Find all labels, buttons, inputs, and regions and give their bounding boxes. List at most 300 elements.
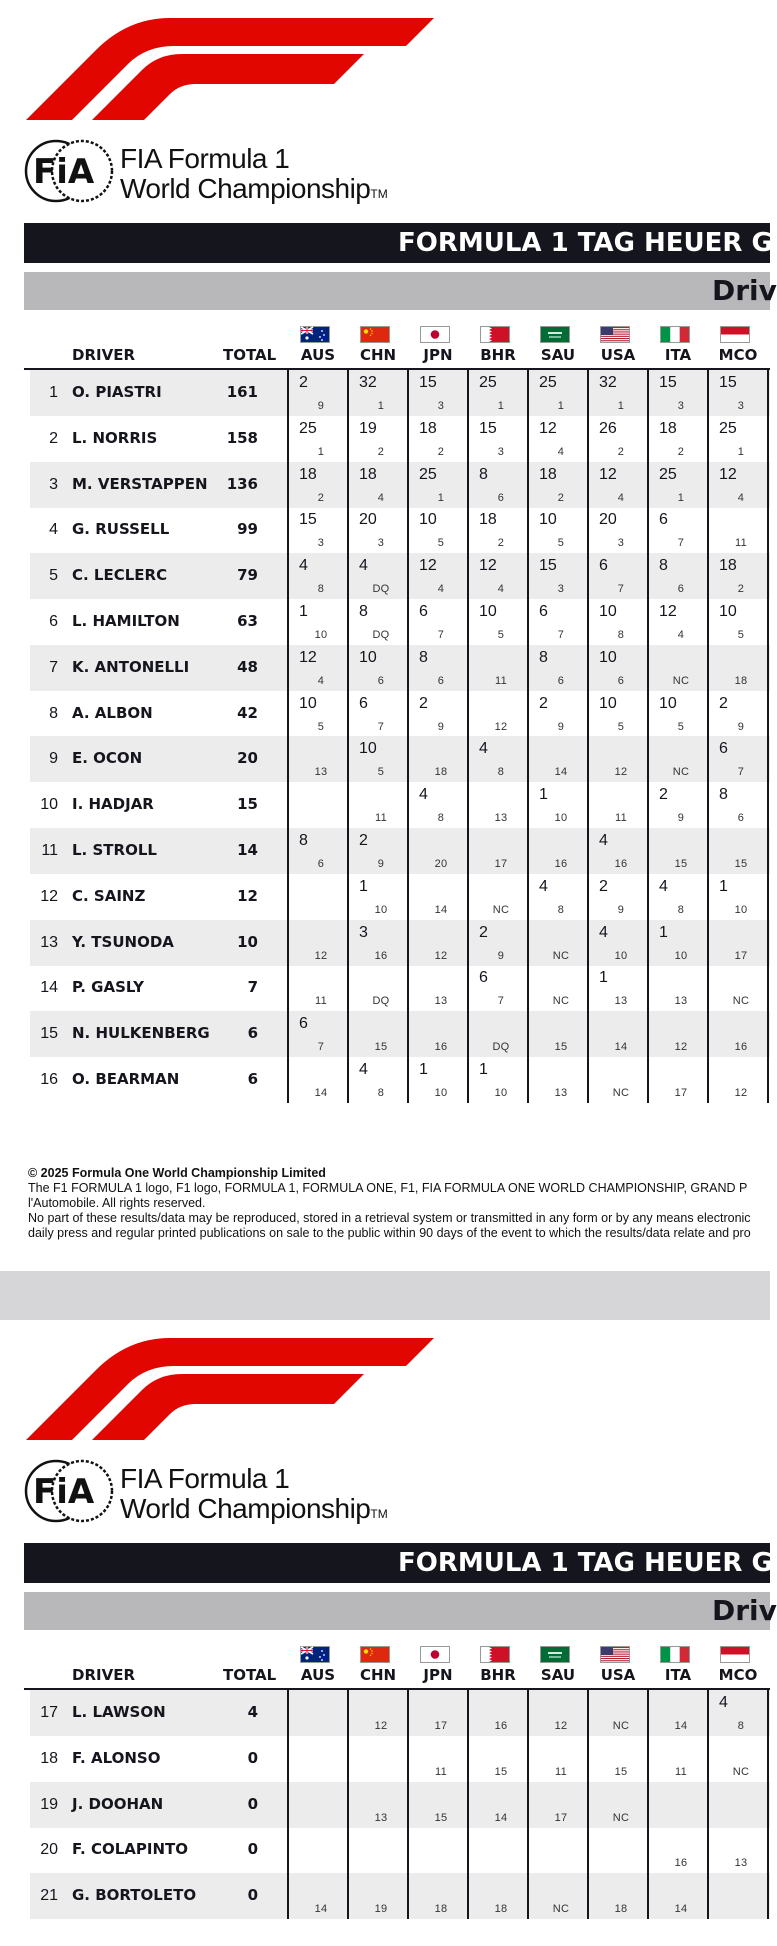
copyright-notice — [28, 1166, 770, 1241]
finish-position: 8 — [497, 766, 505, 779]
race-result-cell — [291, 1873, 351, 1919]
standings-row — [30, 782, 770, 828]
race-result-cell — [411, 782, 471, 828]
copyright-line-2: The F1 FORMULA 1 logo, F1 logo, FORMULA 1, FORMULA ONE, F1, FIA FORMULA ONE WORLD CHAMPIONSHIP, GRAND P — [28, 1181, 748, 1195]
race-result-cell — [591, 874, 651, 920]
finish-position: 12 — [314, 949, 328, 962]
finish-position: 19 — [374, 1903, 388, 1916]
driver-name: M. VERSTAPPEN — [72, 474, 208, 493]
race-points: 12 — [719, 465, 737, 483]
race-points: 26 — [599, 419, 617, 437]
trademark-mark: TM — [370, 187, 388, 201]
race-result-cell — [531, 416, 591, 462]
race-result-cell — [411, 553, 471, 599]
finish-position: 1 — [617, 400, 625, 412]
finish-position: 17 — [494, 858, 508, 870]
race-points: 10 — [359, 648, 377, 666]
race-result-cell — [471, 507, 531, 553]
position: 1 — [49, 384, 58, 401]
race-points: 1 — [599, 969, 608, 987]
finish-position: 16 — [554, 858, 568, 870]
race-result-cell — [591, 1736, 651, 1782]
race-result-cell — [531, 1782, 591, 1828]
fia-championship-text — [120, 144, 388, 209]
race-result-cell — [351, 416, 411, 462]
race-points: 8 — [419, 648, 428, 666]
finish-position: 15 — [494, 1765, 508, 1778]
race-points: 2 — [419, 694, 428, 712]
finish-position: NC — [672, 674, 690, 687]
column-divider — [767, 370, 769, 1103]
finish-position: 10 — [374, 903, 388, 916]
driver-name: C. LECLERC — [72, 566, 168, 585]
race-result-cell — [291, 645, 351, 691]
race-result-cell — [411, 1782, 471, 1828]
race-points: 4 — [419, 786, 428, 804]
finish-position: 18 — [434, 1903, 448, 1916]
race-result-cell — [291, 828, 351, 874]
finish-position: NC — [672, 766, 690, 779]
race-column-header: CHN — [359, 346, 397, 364]
race-points: 2 — [299, 374, 308, 391]
race-result-cell — [411, 1736, 471, 1782]
race-column-header: MCO — [718, 1666, 758, 1684]
race-result-cell — [591, 553, 651, 599]
finish-position: 4 — [377, 491, 385, 504]
finish-position: 13 — [494, 812, 508, 825]
race-points: 8 — [299, 832, 308, 849]
race-result-cell — [291, 1057, 351, 1103]
race-points: 2 — [599, 877, 608, 895]
standings-row — [30, 1690, 770, 1736]
race-points: 4 — [539, 877, 548, 895]
race-result-cell — [291, 691, 351, 737]
finish-position: 18 — [614, 1903, 628, 1916]
bahrain-flag-icon — [480, 1646, 510, 1663]
race-result-cell — [471, 1690, 531, 1736]
finish-position: 5 — [437, 537, 445, 550]
fia-line2-text: World Championship — [120, 173, 371, 204]
column-divider — [647, 1690, 649, 1919]
race-points: 12 — [419, 557, 437, 575]
finish-position: 7 — [437, 629, 445, 641]
fia-line2-text: World Championship — [120, 1493, 371, 1524]
total-points: 15 — [237, 795, 258, 814]
race-result-cell — [411, 1873, 471, 1919]
race-result-cell — [411, 416, 471, 462]
race-points: 15 — [479, 419, 497, 437]
race-column-header: SAU — [540, 1666, 576, 1684]
race-result-cell — [531, 1736, 591, 1782]
finish-position: 13 — [554, 1087, 568, 1099]
finish-position: 13 — [374, 1811, 388, 1824]
race-result-cell — [411, 1690, 471, 1736]
race-result-cell — [411, 874, 471, 920]
total-points: 12 — [237, 886, 258, 905]
finish-position: 1 — [437, 491, 445, 504]
race-result-cell — [471, 462, 531, 508]
driver-name: Y. TSUNODA — [72, 932, 174, 951]
fia-line1: FIA Formula 1 — [120, 1463, 290, 1494]
standings-row — [30, 1736, 770, 1782]
standings-row — [30, 370, 770, 416]
race-result-cell — [711, 691, 771, 737]
race-points: 25 — [659, 465, 677, 483]
finish-position: 2 — [437, 445, 445, 458]
position: 8 — [49, 704, 58, 722]
standings-row — [30, 462, 770, 508]
driver-name: O. BEARMAN — [72, 1070, 180, 1088]
race-result-cell — [591, 1827, 651, 1873]
column-divider — [347, 370, 349, 1103]
finish-position: 4 — [497, 583, 505, 596]
race-result-cell — [651, 965, 711, 1011]
race-result-cell — [591, 370, 651, 416]
driver-column-header: DRIVER — [72, 1666, 135, 1684]
finish-position: 2 — [377, 445, 385, 458]
position: 18 — [40, 1749, 58, 1767]
finish-position: 3 — [617, 537, 625, 550]
race-result-cell — [591, 1011, 651, 1057]
finish-position: 13 — [434, 995, 448, 1008]
race-column-header: CHN — [359, 1666, 397, 1684]
race-result-cell — [711, 965, 771, 1011]
race-points: 12 — [539, 419, 557, 437]
italy-flag-icon — [660, 1646, 690, 1663]
race-result-cell — [651, 1690, 711, 1736]
finish-position: 11 — [374, 812, 388, 825]
race-points: 1 — [299, 603, 308, 620]
race-result-cell — [291, 599, 351, 645]
standings-row — [30, 920, 770, 966]
finish-position: 10 — [614, 949, 628, 962]
race-result-cell — [651, 782, 711, 828]
standings-row — [30, 1782, 770, 1828]
race-points: 4 — [719, 1694, 728, 1711]
finish-position: 16 — [734, 1041, 748, 1054]
standings-row — [30, 507, 770, 553]
race-points: 2 — [659, 786, 668, 804]
finish-position: 2 — [677, 445, 685, 458]
finish-position: NC — [612, 1811, 630, 1824]
usa-flag-icon — [600, 1646, 630, 1663]
standings-subtitle-bar — [24, 272, 777, 310]
race-points: 10 — [419, 511, 437, 529]
position: 19 — [40, 1795, 58, 1813]
driver-name: I. HADJAR — [72, 795, 154, 814]
finish-position: 16 — [494, 1720, 508, 1732]
italy-flag-icon — [660, 326, 690, 343]
race-result-cell — [471, 920, 531, 966]
standings-subtitle: Driv — [712, 1594, 777, 1627]
finish-position: 9 — [617, 903, 625, 916]
total-points: 48 — [237, 657, 258, 676]
finish-position: 6 — [557, 674, 565, 687]
race-result-cell — [471, 965, 531, 1011]
race-column-header: USA — [600, 1666, 636, 1684]
race-result-cell — [531, 828, 591, 874]
fia-line2 — [120, 1494, 388, 1529]
driver-column-header: DRIVER — [72, 346, 135, 364]
race-result-cell — [531, 1011, 591, 1057]
finish-position: 5 — [497, 629, 505, 641]
race-result-cell — [471, 1873, 531, 1919]
finish-position: 5 — [677, 720, 685, 733]
finish-position: 11 — [314, 995, 328, 1008]
race-result-cell — [711, 736, 771, 782]
position: 10 — [40, 796, 58, 814]
race-points: 32 — [599, 374, 617, 391]
race-result-cell — [291, 965, 351, 1011]
finish-position: 7 — [557, 629, 565, 641]
position: 4 — [49, 521, 58, 539]
race-result-cell — [591, 965, 651, 1011]
finish-position: 5 — [737, 629, 745, 641]
race-result-cell — [651, 1827, 711, 1873]
finish-position: 4 — [557, 445, 565, 458]
finish-position: 5 — [317, 720, 325, 733]
finish-position: 18 — [734, 674, 748, 687]
race-result-cell — [651, 645, 711, 691]
race-result-cell — [471, 645, 531, 691]
race-result-cell — [291, 874, 351, 920]
column-divider — [407, 370, 409, 1103]
race-result-cell — [471, 1782, 531, 1828]
finish-position: 3 — [317, 537, 325, 550]
finish-position: DQ — [372, 995, 390, 1008]
race-points: 20 — [359, 511, 377, 529]
finish-position: 16 — [434, 1041, 448, 1054]
finish-position: 17 — [674, 1087, 688, 1099]
finish-position: 14 — [614, 1041, 628, 1054]
finish-position: 9 — [317, 400, 325, 412]
race-result-cell — [531, 1873, 591, 1919]
race-result-cell — [711, 507, 771, 553]
finish-position: 10 — [314, 629, 328, 641]
race-result-cell — [711, 1827, 771, 1873]
total-points: 79 — [237, 566, 258, 585]
race-result-cell — [651, 416, 711, 462]
race-column-header: AUS — [300, 346, 336, 364]
race-result-cell — [471, 782, 531, 828]
fia-logo-icon — [24, 1458, 114, 1529]
race-result-cell — [291, 782, 351, 828]
race-result-cell — [291, 553, 351, 599]
position: 2 — [49, 429, 58, 447]
finish-position: 5 — [377, 766, 385, 779]
race-result-cell — [351, 828, 411, 874]
race-result-cell — [531, 965, 591, 1011]
finish-position: 2 — [557, 491, 565, 504]
total-points: 6 — [247, 1024, 258, 1043]
copyright-line-4: No part of these results/data may be reproduced, stored in a retrieval system or transmitted in any form or by any means electronic — [28, 1211, 751, 1225]
race-points: 18 — [539, 465, 557, 483]
race-points: 2 — [479, 923, 488, 941]
race-result-cell — [531, 599, 591, 645]
standings-row — [30, 828, 770, 874]
standings-row — [30, 1873, 770, 1919]
finish-position: DQ — [372, 583, 390, 596]
finish-position: 17 — [734, 949, 748, 962]
race-points: 20 — [599, 511, 617, 529]
finish-position: 8 — [617, 629, 625, 641]
race-result-cell — [291, 1690, 351, 1736]
f1-logo — [24, 1336, 434, 1442]
column-divider — [767, 1690, 769, 1919]
position: 13 — [40, 933, 58, 951]
finish-position: 16 — [674, 1857, 688, 1870]
standings-row — [30, 553, 770, 599]
finish-position: 9 — [557, 720, 565, 733]
total-points: 42 — [237, 703, 258, 722]
finish-position: 13 — [734, 1857, 748, 1870]
race-result-cell — [711, 1011, 771, 1057]
race-points: 18 — [659, 419, 677, 437]
race-result-cell — [711, 462, 771, 508]
race-result-cell — [351, 874, 411, 920]
finish-position: 7 — [737, 766, 745, 779]
race-result-cell — [291, 370, 351, 416]
column-divider — [467, 370, 469, 1103]
finish-position: 14 — [314, 1903, 328, 1916]
race-result-cell — [471, 874, 531, 920]
race-result-cell — [591, 920, 651, 966]
race-result-cell — [531, 507, 591, 553]
standings-row — [30, 965, 770, 1011]
finish-position: 5 — [617, 720, 625, 733]
position: 5 — [49, 567, 58, 585]
finish-position: 4 — [677, 629, 685, 641]
total-points: 158 — [226, 428, 258, 447]
position: 15 — [40, 1025, 58, 1043]
finish-position: NC — [732, 1765, 750, 1778]
race-result-cell — [711, 416, 771, 462]
finish-position: 1 — [677, 491, 685, 504]
race-points: 4 — [299, 557, 308, 575]
finish-position: 18 — [434, 766, 448, 779]
position: 11 — [41, 842, 58, 859]
race-result-cell — [471, 828, 531, 874]
finish-position: 17 — [434, 1720, 448, 1732]
position: 6 — [49, 613, 58, 630]
finish-position: 14 — [494, 1811, 508, 1824]
finish-position: 1 — [737, 445, 745, 458]
race-points: 8 — [719, 786, 728, 804]
race-result-cell — [291, 416, 351, 462]
race-result-cell — [531, 782, 591, 828]
race-result-cell — [471, 691, 531, 737]
race-result-cell — [411, 1827, 471, 1873]
finish-position: 4 — [737, 491, 745, 504]
finish-position: 1 — [497, 400, 505, 412]
race-points: 8 — [659, 557, 668, 575]
race-result-cell — [711, 782, 771, 828]
f1-logo — [24, 16, 434, 122]
driver-name: L. LAWSON — [72, 1703, 166, 1721]
race-result-cell — [531, 691, 591, 737]
race-points: 4 — [659, 877, 668, 895]
race-result-cell — [651, 507, 711, 553]
race-column-header: SAU — [540, 346, 576, 364]
finish-position: 14 — [674, 1903, 688, 1916]
finish-position: 11 — [734, 537, 748, 550]
finish-position: 20 — [434, 858, 448, 870]
driver-name: L. NORRIS — [72, 428, 158, 447]
saudi-arabia-flag-icon — [540, 326, 570, 343]
finish-position: 6 — [377, 674, 385, 687]
driver-name: G. BORTOLETO — [72, 1886, 197, 1905]
race-result-cell — [591, 507, 651, 553]
finish-position: 5 — [557, 537, 565, 550]
column-divider — [587, 370, 589, 1103]
driver-name: K. ANTONELLI — [72, 657, 190, 676]
finish-position: 15 — [614, 1765, 628, 1778]
finish-position: 6 — [317, 858, 325, 870]
finish-position: 11 — [494, 674, 508, 687]
race-points: 32 — [359, 374, 377, 391]
race-column-header: ITA — [664, 346, 692, 364]
race-result-cell — [531, 1057, 591, 1103]
driver-name: J. DOOHAN — [72, 1794, 164, 1813]
australia-flag-icon — [300, 326, 330, 343]
finish-position: 12 — [674, 1041, 688, 1054]
china-flag-icon — [360, 1646, 390, 1663]
race-result-cell — [531, 1827, 591, 1873]
race-result-cell — [651, 691, 711, 737]
finish-position: 4 — [617, 491, 625, 504]
race-column-header: USA — [600, 346, 636, 364]
finish-position: 8 — [317, 583, 325, 596]
bahrain-flag-icon — [480, 326, 510, 343]
finish-position: 10 — [674, 949, 688, 962]
page-separator — [0, 1271, 770, 1320]
race-points: 12 — [599, 465, 617, 483]
race-result-cell — [411, 599, 471, 645]
race-result-cell — [591, 1782, 651, 1828]
finish-position: 16 — [614, 858, 628, 870]
finish-position: NC — [612, 1720, 630, 1732]
race-points: 2 — [359, 832, 368, 849]
championship-title: FORMULA 1 TAG HEUER G — [398, 1548, 773, 1578]
race-points: 4 — [359, 1061, 368, 1078]
race-points: 10 — [599, 648, 617, 666]
finish-position: 14 — [434, 903, 448, 916]
finish-position: 7 — [497, 995, 505, 1008]
usa-flag-icon — [600, 326, 630, 343]
finish-position: 15 — [674, 858, 688, 870]
race-result-cell — [411, 691, 471, 737]
championship-title-bar — [24, 1543, 773, 1583]
race-points: 25 — [479, 374, 497, 391]
finish-position: 12 — [734, 1087, 748, 1099]
finish-position: 1 — [317, 445, 325, 458]
race-result-cell — [651, 1011, 711, 1057]
race-points: 12 — [479, 557, 497, 575]
race-points: 2 — [539, 694, 548, 712]
race-result-cell — [651, 736, 711, 782]
column-divider — [647, 370, 649, 1103]
finish-position: NC — [552, 995, 570, 1008]
race-points: 15 — [659, 374, 677, 391]
race-result-cell — [531, 553, 591, 599]
finish-position: 1 — [557, 400, 565, 412]
finish-position: 3 — [737, 400, 745, 412]
race-column-header: JPN — [423, 346, 453, 364]
finish-position: 8 — [557, 903, 565, 916]
race-result-cell — [711, 920, 771, 966]
race-points: 6 — [599, 557, 608, 575]
total-points: 0 — [247, 1886, 258, 1905]
